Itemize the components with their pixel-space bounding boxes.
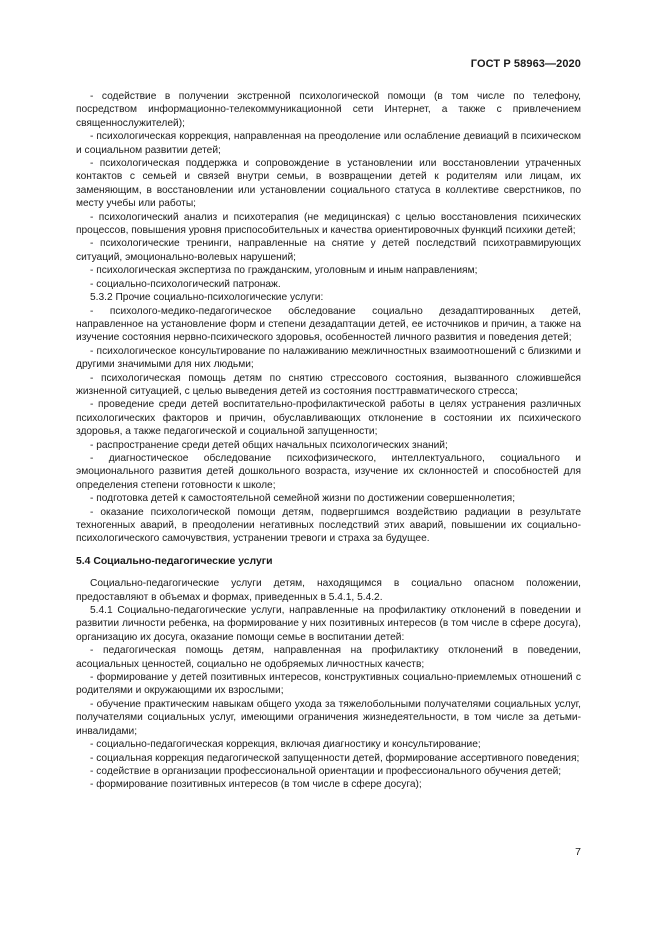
paragraph: - обучение практическим навыкам общего ухода за тяжелобольными получателями социальных услуг, получателями социальных услуг, имеющими ограничения жизнедеятельности, в том числе за детьми-инвалидами; xyxy=(76,698,581,737)
paragraph: - проведение среди детей воспитательно-профилактической работы в целях устранения различных психологических факторов и причин, обуславливающих отклонение в состоянии их психического здоровья, а также педагогической и социальной запущенности; xyxy=(76,399,581,438)
document-body xyxy=(76,90,581,792)
paragraph: - формирование у детей позитивных интересов, конструктивных социально-приемлемых отношений с родителями и окружающими их взрослыми; xyxy=(76,672,581,697)
paragraph: - психологическая помощь детям по снятию стрессового состояния, вызванного сложившейся жизненной ситуацией, с целью выведения детей из состояния посттравматического стресса; xyxy=(76,372,581,397)
paragraph: 5.4.1 Социально-педагогические услуги, направленные на профилактику отклонений в поведении и развитии личности ребенка, на формирование у них позитивных интересов (в том числе в сфере досуга), организацию их досуга, оказание помощи семье в воспитании детей: xyxy=(76,605,581,643)
paragraph: - формирование позитивных интересов (в том числе в сфере досуга); xyxy=(90,779,422,791)
paragraph: - подготовка детей к самостоятельной семейной жизни по достижении совершеннолетия; xyxy=(90,493,516,505)
paragraph: - психологическая поддержка и сопровождение в установлении или восстановлении утраченных контактов с семьей и связей внутри семьи, в возвращении детей к родителям или лицам, их заменяющим, в восстановлении или установлении социального статуса в коллективе сверстников, по месту учебы или работы; xyxy=(76,158,581,210)
paragraph: - социальная коррекция педагогической запущенности детей, формирование ассертивного поведения; xyxy=(90,752,580,764)
paragraph: 5.3.2 Прочие социально-психологические услуги: xyxy=(90,292,324,304)
paragraph: - социально-педагогическая коррекция, включая диагностику и консультирование; xyxy=(90,739,481,751)
paragraph: - социально-психологический патронаж. xyxy=(90,278,281,290)
paragraph: - психологический анализ и психотерапия (не медицинская) с целью восстановления психических процессов, повышения уровня приспособительных и качества ориентировочных функций психики детей; xyxy=(76,211,581,237)
paragraph: - психологическая коррекция, направленная на преодоление или ослабление девиаций в психическом и социальном развитии детей; xyxy=(76,131,581,156)
paragraph: - содействие в получении экстренной психологической помощи (в том числе по телефону, посредством информационно-телекоммуникационной сети Интернет, а также с привлечением священнослужителей); xyxy=(76,91,581,129)
paragraph: - психологическая экспертиза по гражданским, уголовным и иным направлениям; xyxy=(90,265,478,277)
standard-designation: ГОСТ Р 58963—2020 xyxy=(470,58,581,70)
paragraph: - оказание психологической помощи детям, подвергшимся воздействию радиации в результате техногенных аварий, в преодолении негативных последствий этих аварий, повышении их социально-психологического самочувствия, устранении тревоги и страха за будущее. xyxy=(76,506,581,545)
section-heading: 5.4 Социально-педагогические услуги xyxy=(76,555,273,567)
page-number: 7 xyxy=(575,846,581,858)
paragraph: - психолого-медико-педагогическое обследование социально дезадаптированных детей, направленное на установление форм и степени дезадаптации детей, ее источников и причин, а также на изучение состояния нервно-психического здоровья, особенностей личного развития и поведения детей; xyxy=(76,305,581,344)
paragraph: - распространение среди детей общих начальных психологических знаний; xyxy=(90,439,448,451)
paragraph: - психологическое консультирование по налаживанию межличностных взаимоотношений с близкими и другими значимыми для них людьми; xyxy=(76,345,581,371)
paragraph: - психологические тренинги, направленные на снятие у детей последствий психотравмирующих ситуаций, эмоционально-волевых нарушений; xyxy=(76,238,581,263)
paragraph: - педагогическая помощь детям, направленная на профилактику отклонений в поведении, асоциальных ценностей, социально не одобряемых личностных качеств; xyxy=(76,645,581,670)
paragraph: Социально-педагогические услуги детям, находящимся в социально опасном положении, предоставляют в объемах и формах, приведенных в 5.4.1, 5.4.2. xyxy=(76,578,581,603)
paragraph: - диагностическое обследование психофизического, интеллектуального, социального и эмоционального развития детей дошкольного возраста, изучение их склонностей и способностей для определения степени готовности к школе; xyxy=(76,452,581,491)
paragraph: - содействие в организации профессиональной ориентации и профессионального обучения детей; xyxy=(90,765,562,777)
